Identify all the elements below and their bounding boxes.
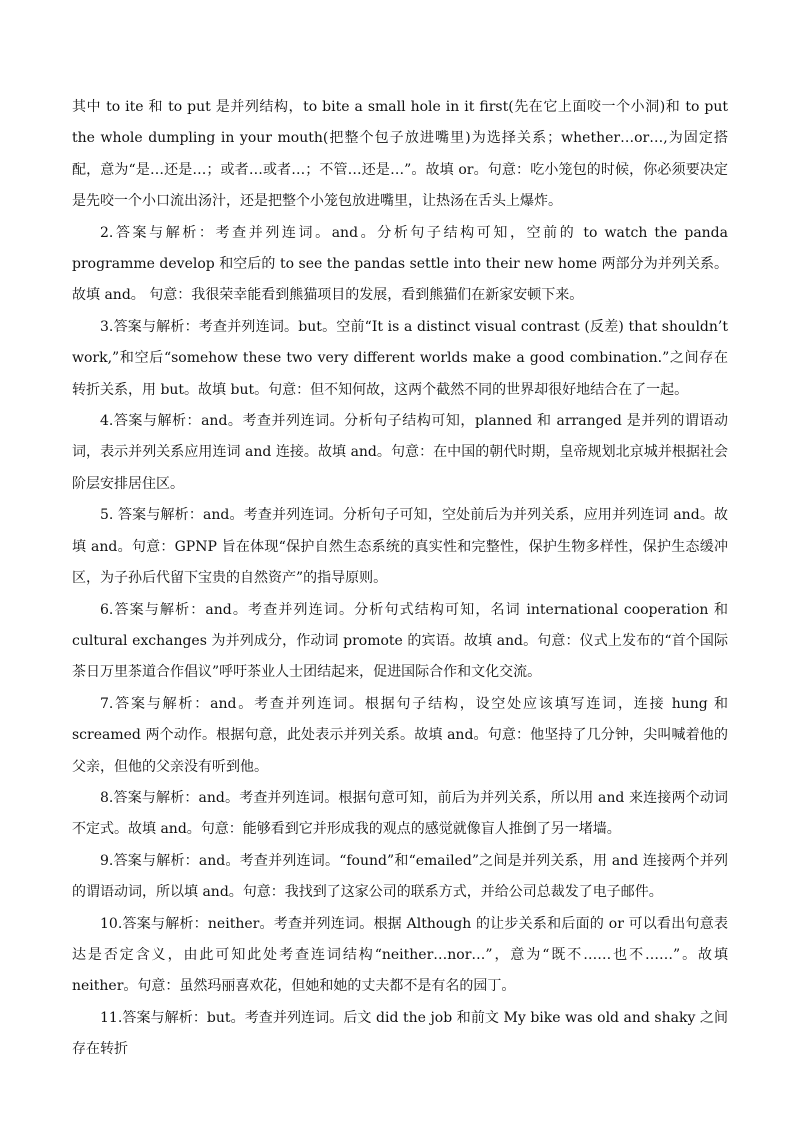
paragraph-1-continuation: 其中 to ite 和 to put 是并列结构，to bite a small hole in it first(先在它上面咬一个小洞)和 to put the whole dumpling in your mouth(把整个包子放进嘴里)为选择关系；whether…or…,为固定搭配，意为“是…还是…；或者…或者…；不管…还是…”。故填 or。句意：吃小笼包的时候，你必须要决定是先咬一个小口流出汤汁，还是把整个小笼包放进嘴里，让热汤在舌头上爆炸。 [72, 99, 728, 210]
answer-item-11: 11.答案与解析：but。考查并列连词。后文 did the job 和前文 My bike was old and shaky 之间存在转折 [72, 1009, 728, 1058]
answer-item-10: 10.答案与解析：neither。考查并列连词。根据 Although 的让步关系和后面的 or 可以看出句意表达是否定含义，由此可知此处考查连词结构“neither…nor…”，意为“既不……也不……”。故填 neither。句意：虽然玛丽喜欢花，但她和她的丈夫都不是有名的园丁。 [72, 915, 728, 995]
answer-item-7: 7.答案与解析：and。考查并列连词。根据句子结构，设空处应该填写连词，连接 hung 和 screamed 两个动作。根据句意，此处表示并列关系。故填 and。句意：他坚持了几分钟，尖叫喊着他的父亲，但他的父亲没有听到他。 [72, 695, 728, 775]
answer-item-4: 4.答案与解析：and。考查并列连词。分析句子结构可知，planned 和 arranged 是并列的谓语动词，表示并列关系应用连词 and 连接。故填 and。句意：在中国的朝代时期，皇帝规划北京城并根据社会阶层安排居住区。 [72, 413, 728, 492]
answer-explanations [72, 92, 728, 1066]
answer-item-8: 8.答案与解析：and。考查并列连词。根据句意可知，前后为并列关系，所以用 and 来连接两个动词不定式。故填 and。句意：能够看到它并形成我的观点的感觉就像盲人推倒了另一堵墙。 [72, 789, 728, 838]
answer-item-2: 2.答案与解析：考查并列连词。and。分析句子结构可知，空前的 to watch the panda programme develop 和空后的 to see the pandas settle into their new home 两部分为并列关系。故填 and。 句意：我很荣幸能看到熊猫项目的发展，看到熊猫们在新家安顿下来。 [72, 224, 728, 304]
answer-item-3: 3.答案与解析：考查并列连词。but。空前“It is a distinct visual contrast (反差) that shouldn’t work,”和空后“somehow these two very different worlds make a good combination.”之间存在转折关系，用 but。故填 but。句意：但不知何故，这两个截然不同的世界却很好地结合在了一起。 [72, 318, 728, 398]
answer-item-6: 6.答案与解析：and。考查并列连词。分析句式结构可知，名词 international cooperation 和 cultural exchanges 为并列成分，作动词 promote 的宾语。故填 and。句意：仪式上发布的“首个国际茶日万里茶道合作倡议”呼吁茶业人士团结起来，促进国际合作和文化交流。 [72, 601, 728, 681]
answer-item-5: 5. 答案与解析：and。考查并列连词。分析句子可知，空处前后为并列关系，应用并列连词 and。故填 and。句意：GPNP 旨在体现“保护自然生态系统的真实性和完整性，保护生物多样性，保护生态缓冲区，为子孙后代留下宝贵的自然资产”的指导原则。 [72, 507, 728, 587]
answer-item-9: 9.答案与解析：and。考查并列连词。“found”和“emailed”之间是并列关系，用 and 连接两个并列的谓语动词，所以填 and。句意：我找到了这家公司的联系方式，并给公司总裁发了电子邮件。 [72, 852, 728, 901]
